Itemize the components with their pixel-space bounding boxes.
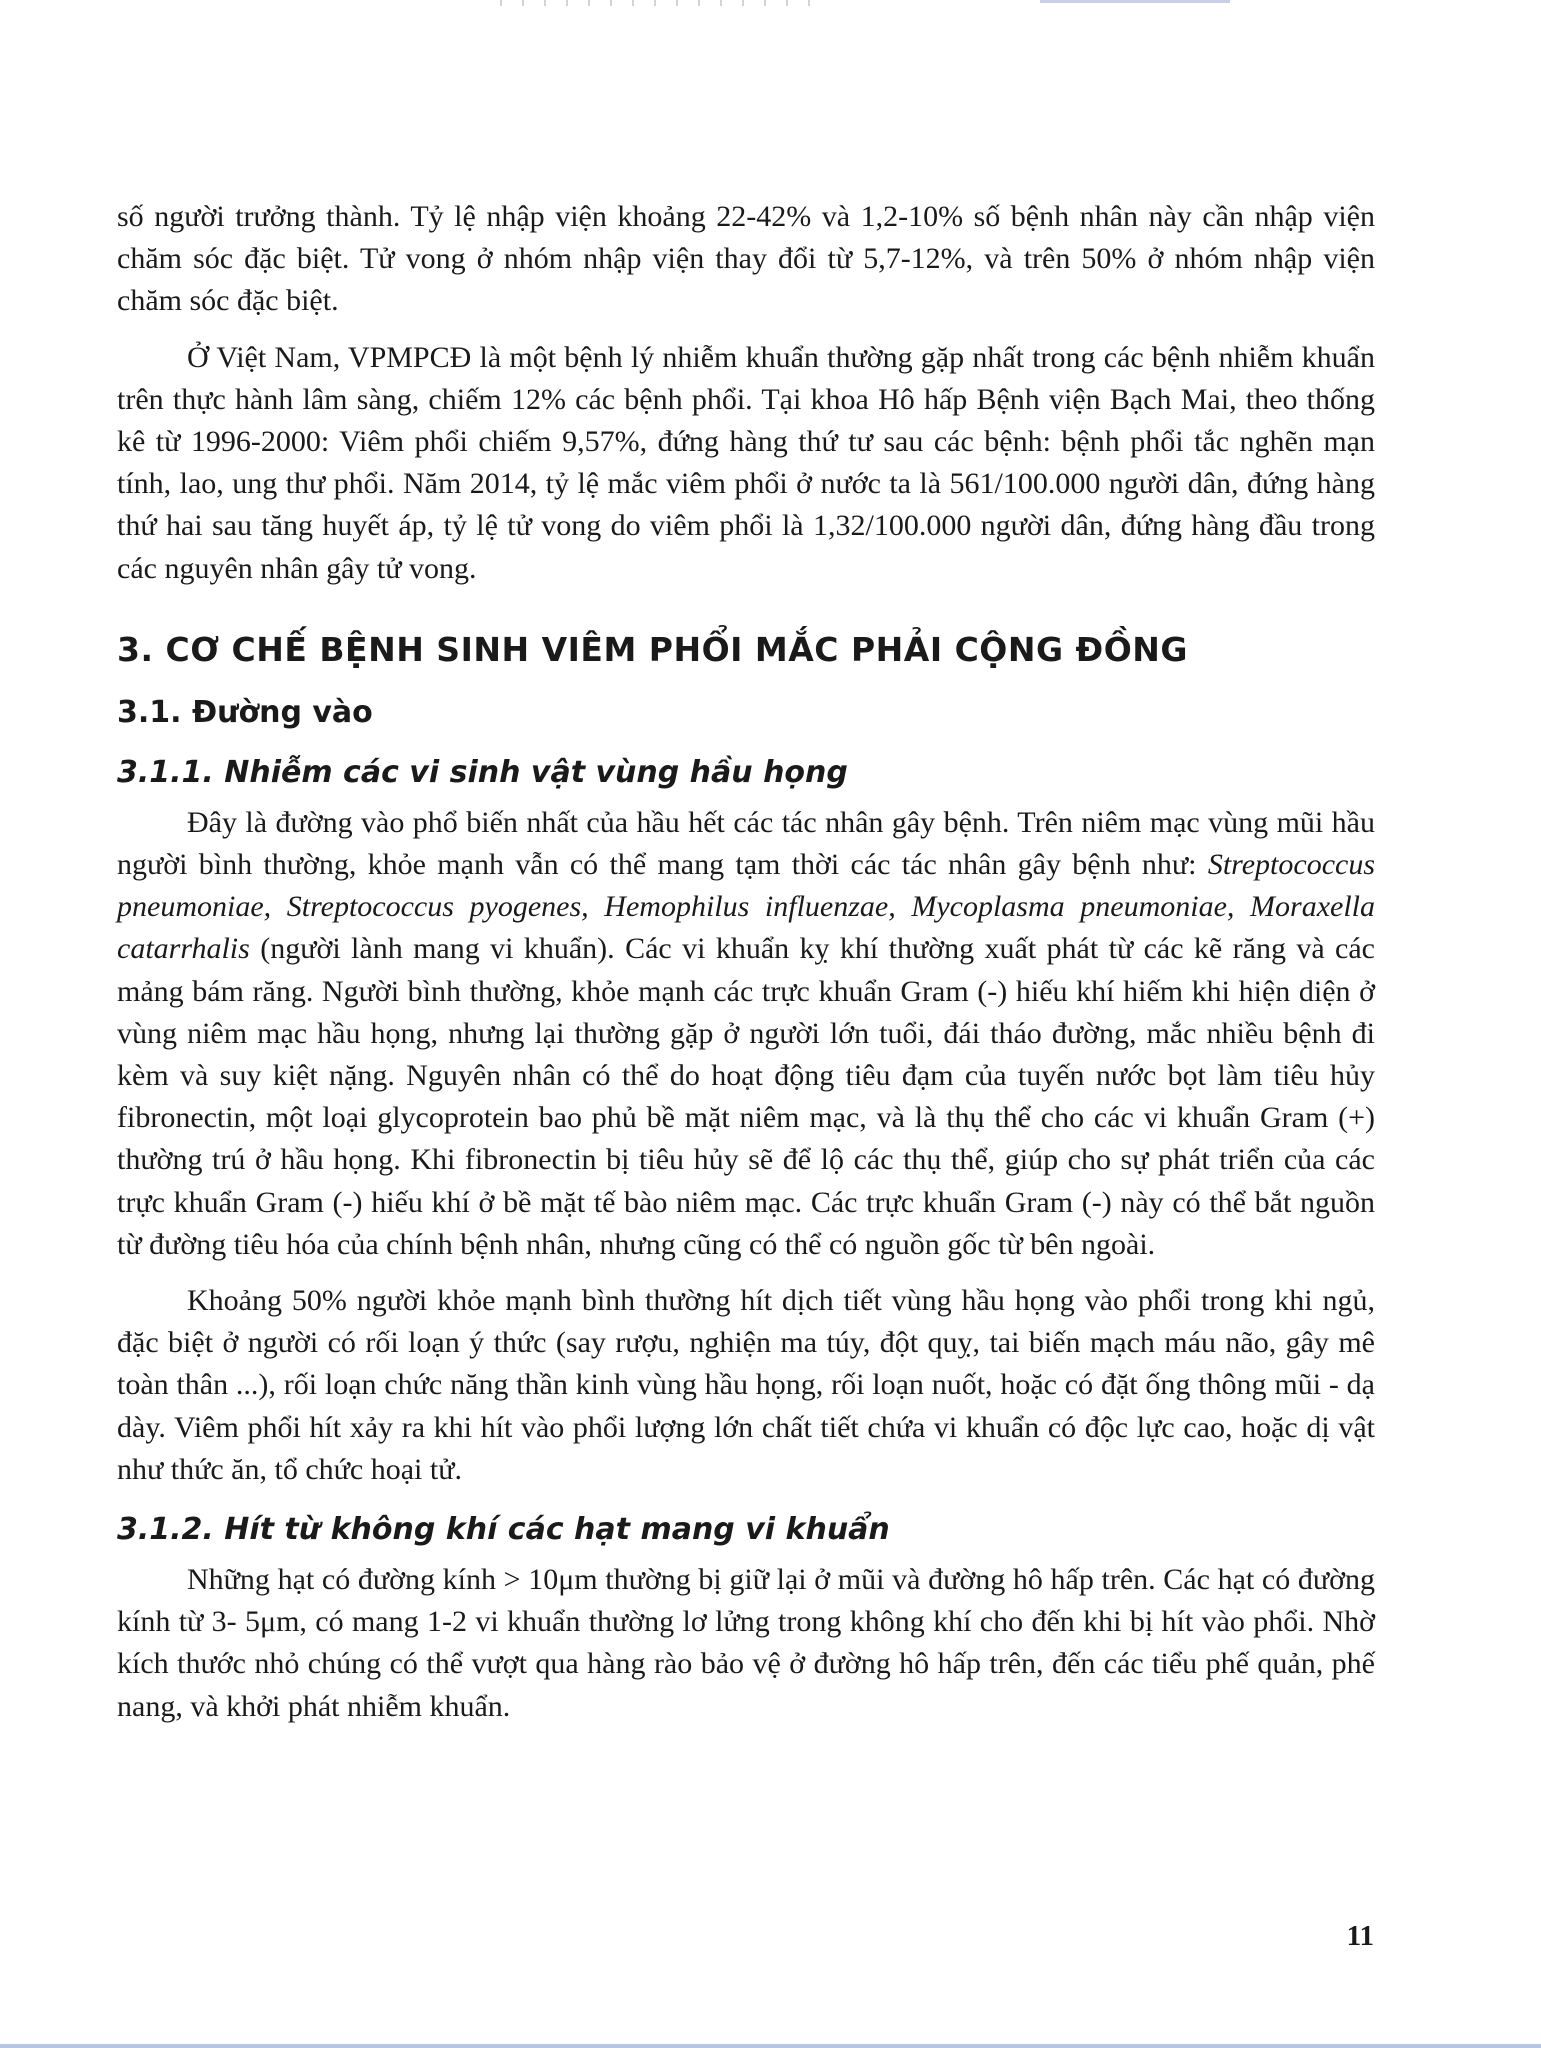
paragraph-airborne: Những hạt có đường kính > 10μm thường bị giữ lại ở mũi và đường hô hấp trên. Các hạt có đường kính từ 3- 5μm, có mang 1-2 vi khuẩn thường lơ lửng trong không khí cho đến khi bị hít vào phổi. Nhờ kích thước nhỏ chúng có thể vượt qua hàng rào bảo vệ ở đường hô hấp trên, đến các tiểu phế quản, phế nang, và khởi phát nhiễm khuẩn. — [117, 1563, 1375, 1723]
paragraph-aspiration: Khoảng 50% người khỏe mạnh bình thường hít dịch tiết vùng hầu họng vào phổi trong khi ngủ, đặc biệt ở người có rối loạn ý thức (say rượu, nghiện ma túy, đột quỵ, tai biến mạch máu não, gây mê toàn thân ...), rối loạn chức năng thần kinh vùng hầu họng, rối loạn nuốt, hoặc có đặt ống thông mũi - dạ dày. Viêm phổi hít xảy ra khi hít vào phổi lượng lớn chất tiết chứa vi khuẩn có độc lực cao, hoặc dị vật như thức ăn, tổ chức hoại tử. — [117, 1284, 1375, 1486]
species-names: Streptococcus pneumoniae, Streptococcus pyogenes, Hemophilus influenzae, Mycoplasma pneumoniae, Moraxella catarrhalis — [117, 848, 1375, 966]
page-content — [117, 196, 1375, 1728]
section-heading: 3. CƠ CHẾ BỆNH SINH VIÊM PHỔI MẮC PHẢI CỘNG ĐỒNG — [117, 629, 1188, 669]
paragraph-continued: số người trưởng thành. Tỷ lệ nhập viện khoảng 22-42% và 1,2-10% số bệnh nhân này cần nhập viện chăm sóc đặc biệt. Tử vong ở nhóm nhập viện thay đổi từ 5,7-12%, và trên 50% ở nhóm nhập viện chăm sóc đặc biệt. — [117, 200, 1375, 318]
page-number: 11 — [1346, 1920, 1374, 1952]
paragraph-text: Đây là đường vào phổ biến nhất của hầu hết các tác nhân gây bệnh. Trên niêm mạc vùng mũi hầu người bình thường, khỏe mạnh vẫn có thể mang tạm thời các tác nhân gây bệnh như: — [117, 805, 1375, 882]
paragraph-vietnam-stats: Ở Việt Nam, VPMPCĐ là một bệnh lý nhiễm khuẩn thường gặp nhất trong các bệnh nhiễm khuẩn trên thực hành lâm sàng, chiếm 12% các bệnh phổi. Tại khoa Hô hấp Bệnh viện Bạch Mai, theo thống kê từ 1996-2000: Viêm phổi chiếm 9,57%, đứng hàng thứ tư sau các bệnh: bệnh phổi tắc nghẽn mạn tính, lao, ung thư phổi. Năm 2014, tỷ lệ mắc viêm phổi ở nước ta là 561/100.000 người dân, đứng hàng thứ hai sau tăng huyết áp, tỷ lệ tử vong do viêm phổi là 1,32/100.000 người dân, đứng hàng đầu trong các nguyên nhân gây tử vong. — [117, 340, 1375, 585]
paragraph-oropharynx — [117, 802, 1375, 1266]
subsubsection-heading: 3.1.1. Nhiễm các vi sinh vật vùng hầu họng — [117, 754, 848, 790]
scan-artifact — [1040, 0, 1230, 3]
scan-artifact — [0, 2044, 1541, 2048]
subsubsection-heading: 3.1.2. Hít từ không khí các hạt mang vi khuẩn — [117, 1512, 890, 1548]
paragraph-text: (người lành mang vi khuẩn). Các vi khuẩn kỵ khí thường xuất phát từ các kẽ răng và các mảng bám răng. Người bình thường, khỏe mạnh các trực khuẩn Gram (-) hiếu khí hiếm khi hiện diện ở vùng niêm mạc hầu họng, nhưng lại thường gặp ở người lớn tuổi, đái tháo đường, mắc nhiều bệnh đi kèm và suy kiệt nặng. Nguyên nhân có thể do hoạt động tiêu đạm của tuyến nước bọt làm tiêu hủy fibronectin, một loại glycoprotein bao phủ bề mặt niêm mạc, và là thụ thể cho các vi khuẩn Gram (+) thường trú ở hầu họng. Khi fibronectin bị tiêu hủy sẽ để lộ các thụ thể, giúp cho sự phát triển của các trực khuẩn Gram (-) hiếu khí ở bề mặt tế bào niêm mạc. Các trực khuẩn Gram (-) này có thể bắt nguồn từ đường tiêu hóa của chính bệnh nhân, nhưng cũng có thể có nguồn gốc từ bên ngoài. — [117, 932, 1375, 1261]
scan-artifact — [500, 0, 830, 6]
subsection-heading: 3.1. Đường vào — [117, 694, 373, 730]
